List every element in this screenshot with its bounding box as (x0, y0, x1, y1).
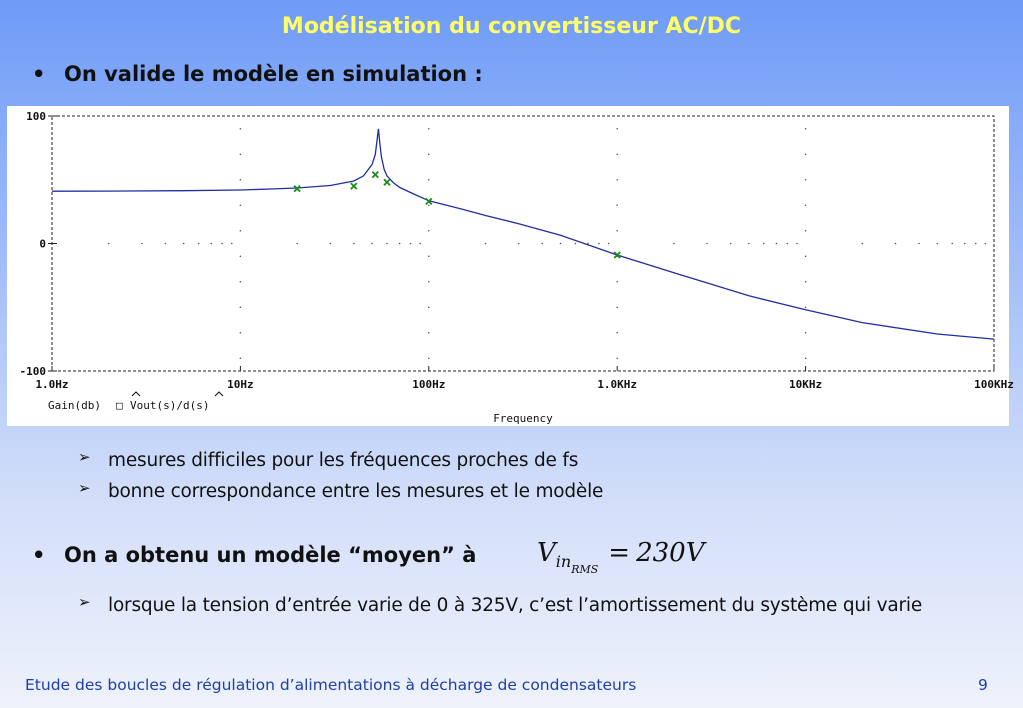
grid-dot (428, 281, 430, 283)
grid-dot (165, 243, 167, 245)
formula-equals: = (608, 538, 631, 568)
footer-text: Etude des boucles de régulation d’alimentations à décharge de condensateurs (25, 676, 637, 694)
grid-dot (240, 306, 242, 308)
grid-dot (240, 357, 242, 359)
grid-dot (240, 179, 242, 181)
grid-dot (240, 332, 242, 334)
grid-dot (805, 332, 807, 334)
grid-dot (706, 243, 708, 245)
x-tick-label: 10Hz (227, 378, 254, 391)
grid-dot (221, 243, 223, 245)
grid-dot (210, 243, 212, 245)
grid-dot (240, 255, 242, 257)
grid-dot (386, 243, 388, 245)
grid-dot (428, 357, 430, 359)
x-axis-label: Frequency (493, 412, 553, 425)
x-tick-label: 10KHz (789, 378, 823, 391)
grid-dot (936, 243, 938, 245)
grid-dot (428, 230, 430, 232)
sub-bullet-damping-text: lorsque la tension d’entrée varie de 0 à 325V, c’est l’amortissement du système qui varie (108, 595, 922, 616)
x-tick-label: 100Hz (412, 378, 446, 391)
formula-sub-in: in (555, 552, 572, 571)
arrow-bullet-icon: ➢ (78, 593, 91, 611)
grid-dot (371, 243, 373, 245)
grid-dot (598, 243, 600, 245)
grid-dot (616, 153, 618, 155)
grid-dot (428, 179, 430, 181)
grid-dot (796, 243, 798, 245)
grid-dot (787, 243, 789, 245)
grid-dot (616, 357, 618, 359)
grid-dot (240, 153, 242, 155)
grid-dot (141, 243, 143, 245)
grid-dot (428, 332, 430, 334)
grid-dot (183, 243, 185, 245)
formula-value: 230V (636, 538, 705, 568)
sub-bullet-difficult-text: mesures difficiles pour les fréquences proches de fs (108, 450, 579, 471)
bode-plot-panel (7, 106, 1014, 426)
grid-dot (560, 243, 562, 245)
grid-dot (608, 243, 610, 245)
grid-dot (805, 179, 807, 181)
grid-dot (428, 306, 430, 308)
gain-series-line (52, 129, 994, 339)
grid-dot (108, 243, 110, 245)
x-tick-label: 1.0KHz (597, 378, 638, 391)
grid-dot (296, 243, 298, 245)
grid-dot (805, 128, 807, 130)
grid-dot (428, 153, 430, 155)
grid-dot (485, 243, 487, 245)
grid-dot (240, 128, 242, 130)
grid-dot (805, 204, 807, 206)
grid-dot (616, 230, 618, 232)
legend-expression: Vout(s)/d(s) (130, 399, 210, 412)
grid-dot (240, 230, 242, 232)
grid-dot (419, 243, 421, 245)
grid-dot (673, 243, 675, 245)
grid-dot (895, 243, 897, 245)
bullet-simulation-text: On valide le modèle en simulation : (64, 62, 483, 86)
grid-dot (428, 128, 430, 130)
measurement-point (351, 183, 357, 189)
bullet-dot: • (32, 543, 46, 567)
measurement-point (384, 179, 390, 185)
grid-dot (616, 179, 618, 181)
grid-dot (805, 357, 807, 359)
measurement-point (372, 172, 378, 178)
grid-dot (198, 243, 200, 245)
legend-hat-marks (132, 392, 223, 396)
bode-chart (7, 106, 1014, 426)
sub-bullet-match-text: bonne correspondance entre les mesures et le modèle (108, 481, 604, 502)
grid-dot (805, 281, 807, 283)
grid-dot (862, 243, 864, 245)
grid-dot (805, 306, 807, 308)
grid-dot (748, 243, 750, 245)
grid-dot (763, 243, 765, 245)
y-tick-label: -100 (19, 365, 46, 378)
grid-dot (410, 243, 412, 245)
grid-dot (918, 243, 920, 245)
bullet-average-model-text: On a obtenu un modèle “moyen” à (64, 543, 477, 567)
grid-dot (428, 255, 430, 257)
grid-dot (616, 306, 618, 308)
grid-dot (616, 204, 618, 206)
x-tick-label: 100KHz (974, 378, 1014, 391)
arrow-bullet-icon: ➢ (78, 479, 91, 497)
grid-dot (353, 243, 355, 245)
bullet-dot: • (32, 62, 46, 86)
page-number: 9 (978, 676, 988, 694)
vin-rms-formula (537, 538, 705, 576)
legend-label: Gain(db) (48, 399, 101, 412)
grid-dot (518, 243, 520, 245)
grid-dot (975, 243, 977, 245)
grid-dot (541, 243, 543, 245)
y-tick-label: 0 (39, 237, 46, 251)
grid-dot (776, 243, 778, 245)
grid-dot (329, 243, 331, 245)
grid-dot (805, 230, 807, 232)
arrow-bullet-icon: ➢ (78, 448, 91, 466)
grid-dot (964, 243, 966, 245)
grid-dot (428, 204, 430, 206)
slide-title: Modélisation du convertisseur AC/DC (281, 14, 742, 39)
grid-dot (805, 153, 807, 155)
grid-dot (951, 243, 953, 245)
plot-frame (52, 116, 994, 371)
y-tick-label: 100 (26, 110, 46, 123)
grid-dot (240, 204, 242, 206)
grid-dot (240, 281, 242, 283)
grid-dot (616, 332, 618, 334)
formula-v: V (537, 538, 556, 568)
grid-dot (399, 243, 401, 245)
legend-marker: □ (116, 399, 123, 412)
x-tick-label: 1.0Hz (35, 378, 69, 391)
formula-sub-rms: RMS (571, 563, 599, 576)
grid-dot (231, 243, 233, 245)
grid-dot (730, 243, 732, 245)
grid-dot (805, 255, 807, 257)
grid-dot (985, 243, 987, 245)
grid-dot (616, 281, 618, 283)
grid-dot (616, 128, 618, 130)
measurement-point (614, 252, 620, 258)
grid-dot (575, 243, 577, 245)
